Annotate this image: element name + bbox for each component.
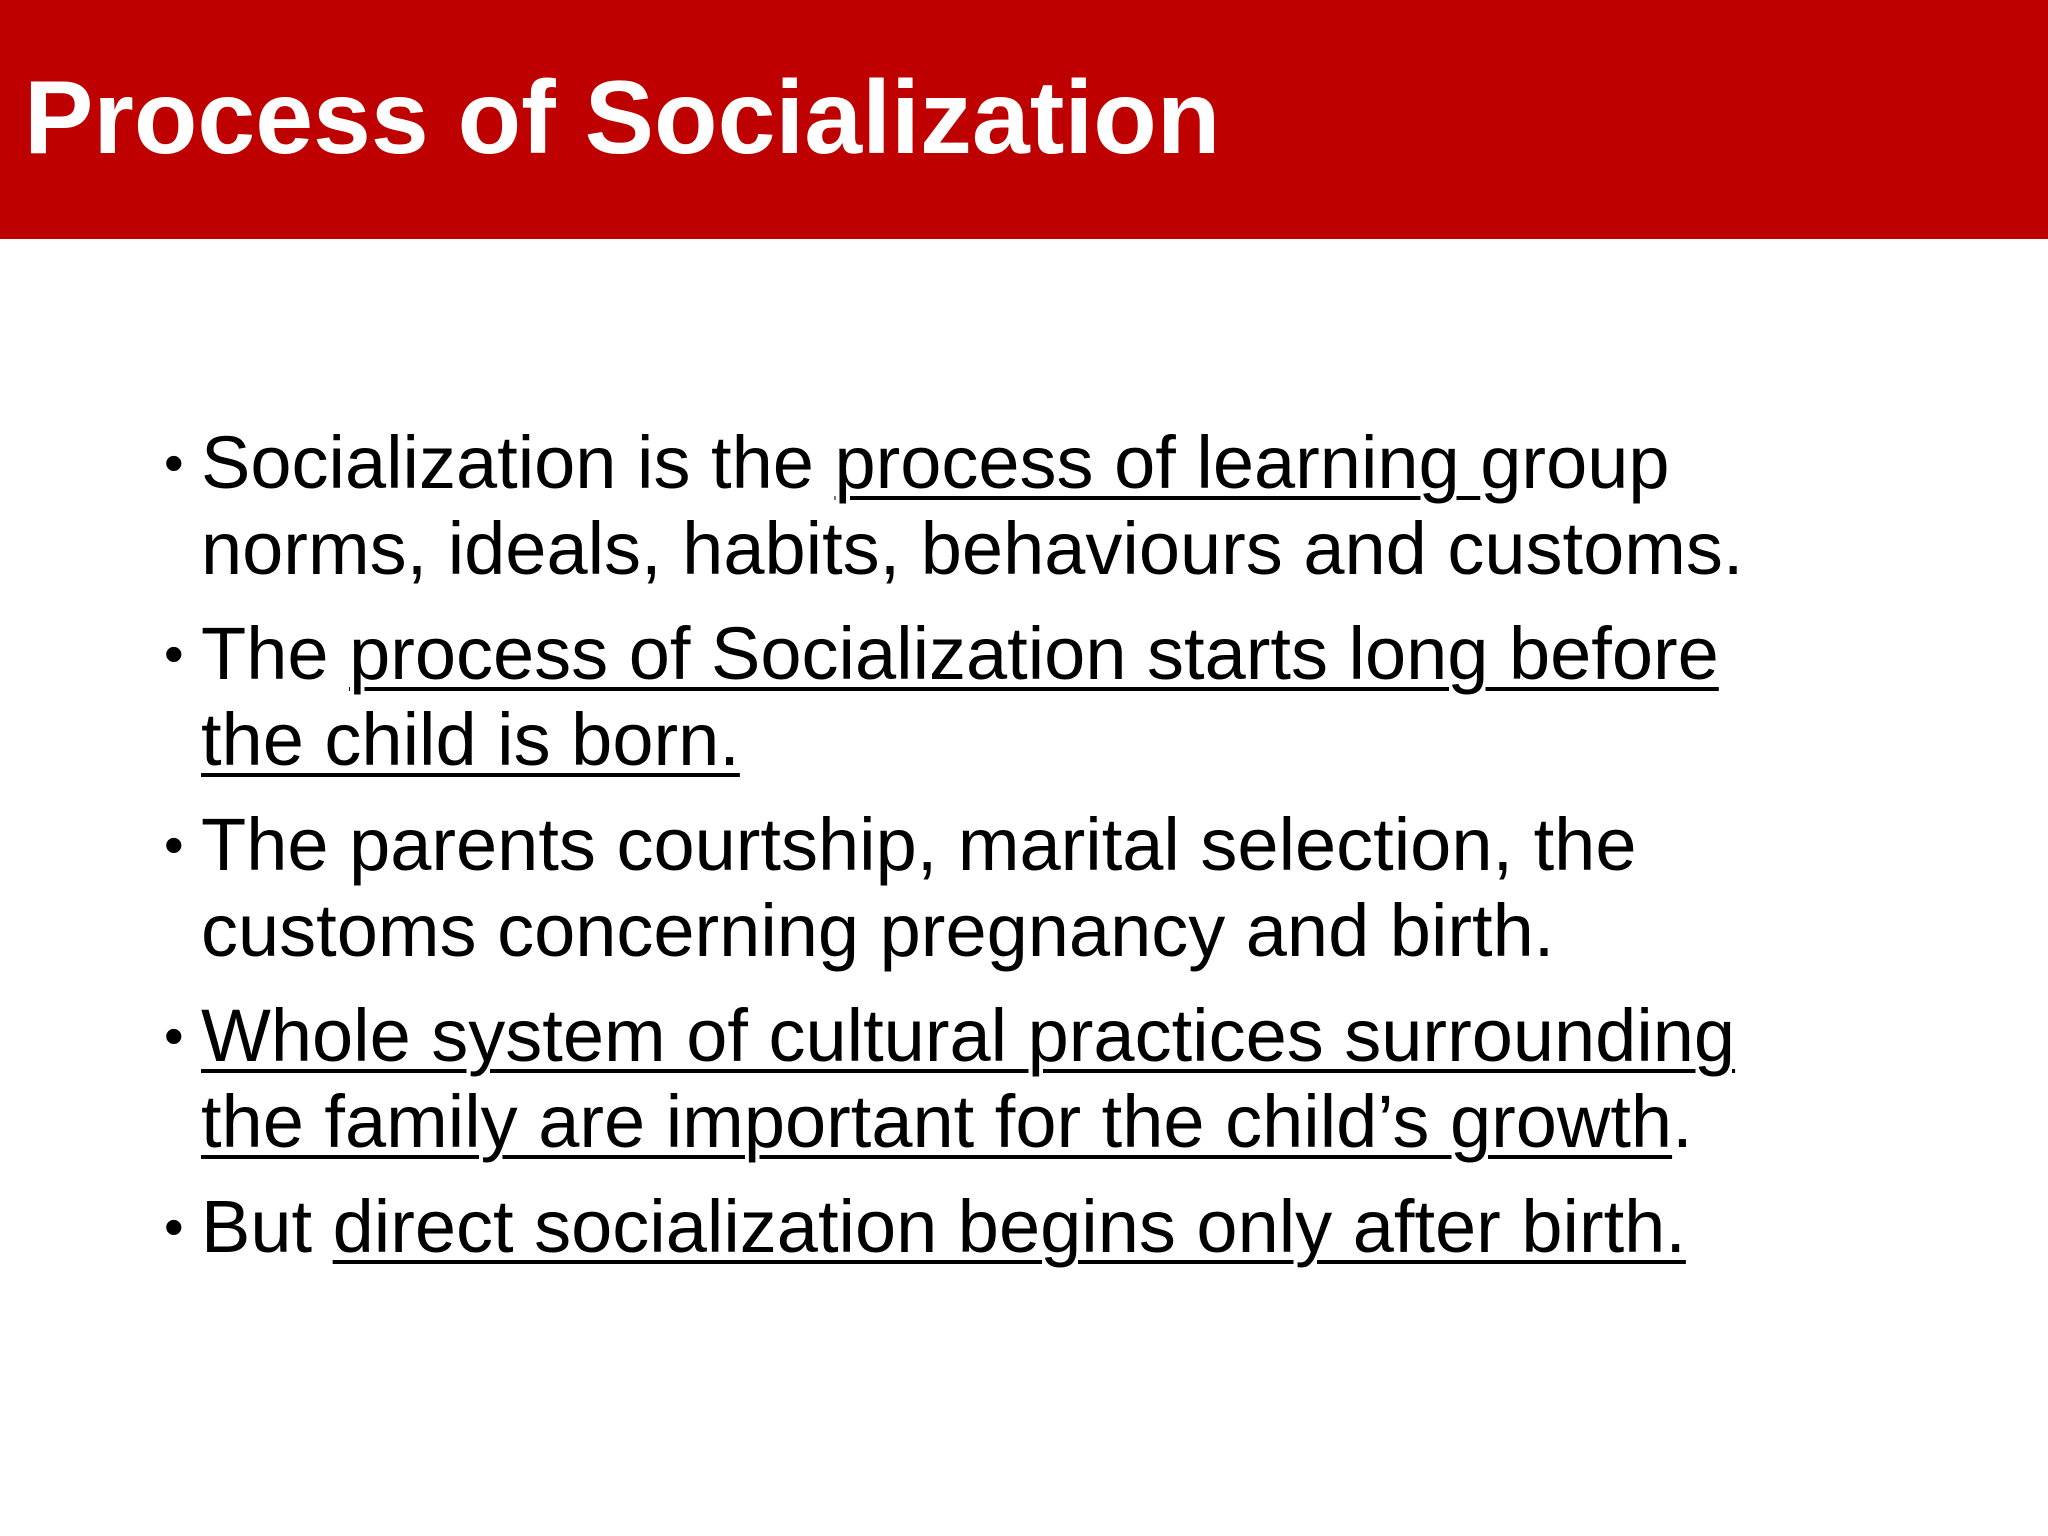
bullet-3-line-2: customs concerning pregnancy and birth. (201, 889, 1555, 972)
title-bar (0, 0, 2048, 239)
bullet-list (160, 420, 2000, 1289)
bullet-5-text: But (201, 1185, 333, 1268)
bullet-2-underlined-text-cont: the child is born. (201, 698, 740, 781)
bullet-2-text: The (201, 612, 350, 695)
bullet-2-line-2 (201, 697, 2000, 783)
bullet-icon: • (164, 431, 184, 494)
bullet-2-line-1 (201, 611, 2000, 697)
bullet-1-text: Socialization is the (201, 421, 835, 504)
bullet-icon: • (164, 813, 184, 876)
bullet-icon: • (164, 1004, 184, 1067)
bullet-4-text-end: . (1672, 1080, 1693, 1163)
bullet-item-1 (160, 420, 2000, 592)
bullet-item-5 (160, 1184, 2000, 1270)
bullet-icon: • (164, 622, 184, 685)
bullet-5-line-1 (201, 1184, 2000, 1270)
bullet-item-2 (160, 611, 2000, 783)
bullet-4-underlined-text: Whole system of cultural practices surrounding (201, 994, 1736, 1077)
bullet-4-underlined-text-cont: the family are important for the child’s growth (201, 1080, 1673, 1163)
bullet-1-underlined-text: process of learning (834, 421, 1481, 504)
bullet-4-line-1 (201, 993, 2000, 1079)
bullet-5-underlined-text: direct socialization begins only after birth. (332, 1185, 1686, 1268)
bullet-icon: • (164, 1195, 184, 1258)
bullet-4-line-2 (201, 1079, 2000, 1165)
bullet-2-underlined-text: process of Socialization starts long before (349, 612, 1719, 695)
bullet-1-line-2: norms, ideals, habits, behaviours and customs. (201, 507, 1744, 590)
bullet-1-text-end: group (1480, 421, 1670, 504)
bullet-3-line-1: The parents courtship, marital selection, the (201, 803, 1637, 886)
bullet-item-4 (160, 993, 2000, 1165)
bullet-item-3 (160, 802, 2000, 974)
slide-title: Process of Socialization (24, 60, 1221, 176)
bullet-1-line-1 (201, 420, 2000, 506)
